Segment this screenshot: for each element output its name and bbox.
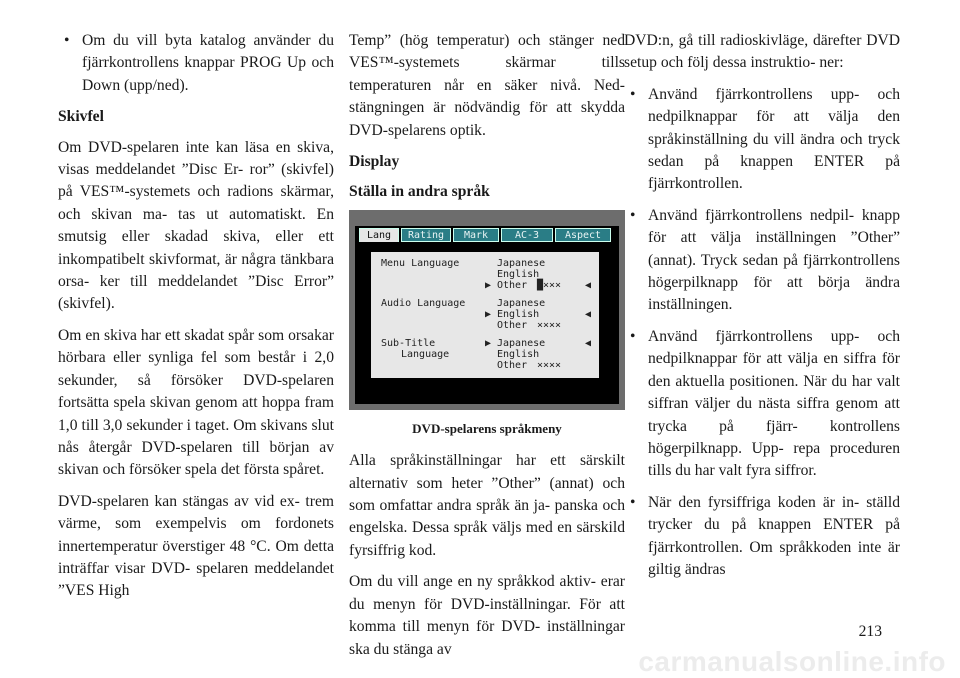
- arrow-left-icon: ◀: [585, 337, 592, 349]
- figure-caption: DVD-spelarens språkmeny: [412, 420, 562, 436]
- paragraph: Temp” (hög temperatur) och stänger ned VES™-systemets skärmar tills temperaturen når en säker nivå. Ned- stängningen är nödvändig för att skydda DVD-spelarens optik.: [349, 32, 625, 139]
- heading-skivfel: Skivfel: [58, 108, 104, 126]
- option-english: English: [497, 268, 540, 280]
- bullet-dot: •: [630, 327, 636, 345]
- option-english: English: [497, 308, 540, 320]
- bullet-dot: •: [630, 493, 636, 511]
- bullet-item: [58, 30, 334, 97]
- paragraph: DVD:n, gå till radioskivläge, därefter DVD setup och följ dessa instruktio- ner:: [624, 32, 900, 72]
- menu-language-label: Menu Language: [381, 257, 460, 269]
- tab-lang: Lang: [359, 228, 399, 242]
- bullet-text: När den fyrsiffriga koden är in- ställd trycker du på knappen ENTER på fjärrkontrollen. Om språkkoden inte är giltig ändras: [648, 493, 900, 578]
- bullet-item: [624, 84, 900, 196]
- other-code-field: ××××: [537, 359, 562, 371]
- language-settings-panel: [371, 252, 599, 378]
- subtitle-language-label: Language: [401, 348, 450, 360]
- option-japanese: Japanese: [497, 337, 546, 349]
- menu-tabs: [355, 226, 619, 242]
- heading-display: Display: [349, 153, 400, 171]
- tab-ac3: AC-3: [501, 228, 553, 242]
- option-japanese: Japanese: [497, 297, 546, 309]
- paragraph: Om en skiva har ett skadat spår som orsakar hörbara eller synliga fel som består i 2,0 sekunder, så försöker DVD-spelaren fortsätta spela skivan genom att hoppa fram 1,0 till 3,0 sekunder i taget. Om skivans slut nås återgår DVD-spelaren till början av skivan och försöker spela det första spåret.: [58, 326, 334, 479]
- paragraph: DVD-spelaren kan stängas av vid ex- trem värme, som exempelvis om fordonets innertemperatur överstiger 48 °C. Om detta inträffar visar DVD- spelaren meddelandet ”VES High: [58, 492, 334, 600]
- bullet-dot: •: [630, 85, 636, 103]
- other-code-field: █×××: [537, 279, 562, 291]
- tab-aspect: Aspect: [555, 228, 611, 242]
- arrow-right-icon: ▶: [485, 279, 492, 291]
- arrow-right-icon: ▶: [485, 337, 492, 349]
- bullet-item: [624, 326, 900, 483]
- paragraph: Om du vill ange en ny språkkod aktiv- erar du menyn för DVD-inställningar. För att komma till menyn för DVD- inställningar ska du stänga av: [349, 573, 625, 658]
- option-other: Other: [497, 279, 528, 291]
- bullet-dot: •: [64, 32, 70, 49]
- other-code-field: ××××: [537, 319, 562, 331]
- paragraph: Alla språkinställningar har ett särskilt alternativ som heter ”Other” (annat) och som omfattar andra språk än ja- panska och engelska. Dessa språk väljs med en särskild fyrsiffrig kod.: [349, 452, 625, 559]
- tab-rating: Rating: [401, 228, 451, 242]
- bullet-item: [624, 205, 900, 317]
- page-number: 213: [858, 623, 882, 640]
- paragraph: Om DVD-spelaren inte kan läsa en skiva, visas meddelandet ”Disc Er- ror” (skivfel) på VES™-systemets och radions skärmar, och skivan ma- tas ut automatiskt. En smutsig eller skadad skiva, eller ett inkompatibelt skivformat, är några tänkbara orsa- ker till meddelandet ”Disc Error” (skivfel).: [58, 138, 334, 313]
- arrow-right-icon: ▶: [485, 308, 492, 320]
- bullet-text: Om du vill byta katalog använder du fjärrkontrollens knappar PROG Up och Down (upp/ned).: [82, 32, 334, 94]
- bullet-item: [624, 492, 900, 582]
- watermark: carmanualsonline.info: [638, 646, 946, 677]
- bullet-dot: •: [630, 206, 636, 224]
- option-english: English: [497, 348, 540, 360]
- heading-stalla-in-andra-sprak: Ställa in andra språk: [349, 183, 490, 201]
- bullet-text: Använd fjärrkontrollens upp- och nedpilknappar för att välja en siffra för den aktuella positionen. När du har valt siffran väljer du nästa siffra genom att trycka på fjärr- kontrollens högerpilknapp. Upp- repa proceduren tills du har valt fyra siffror.: [648, 327, 900, 480]
- bullet-text: Använd fjärrkontrollens upp- och nedpilknappar för att välja den språkinställning du vill ändra och tryck sedan på knappen ENTER på fjärrkontrollen.: [648, 85, 900, 193]
- option-other: Other: [497, 359, 528, 371]
- bullet-text: Använd fjärrkontrollens nedpil- knapp för att välja inställningen ”Other” (annat). Tryck sedan på fjärrkontrollens högerpilknapp för att börja ändra inställningen.: [648, 206, 900, 314]
- arrow-left-icon: ◀: [585, 308, 592, 320]
- tab-mark: Mark: [453, 228, 499, 242]
- option-other: Other: [497, 319, 528, 331]
- arrow-left-icon: ◀: [585, 279, 592, 291]
- column-1: [58, 30, 334, 612]
- dvd-language-menu-figure: [349, 210, 625, 410]
- column-3: [624, 30, 900, 590]
- column-2: [349, 30, 625, 670]
- dvd-screen: [355, 226, 619, 404]
- subtitle-label: Sub-Title: [381, 337, 436, 349]
- audio-language-label: Audio Language: [381, 297, 466, 309]
- option-japanese: Japanese: [497, 257, 546, 269]
